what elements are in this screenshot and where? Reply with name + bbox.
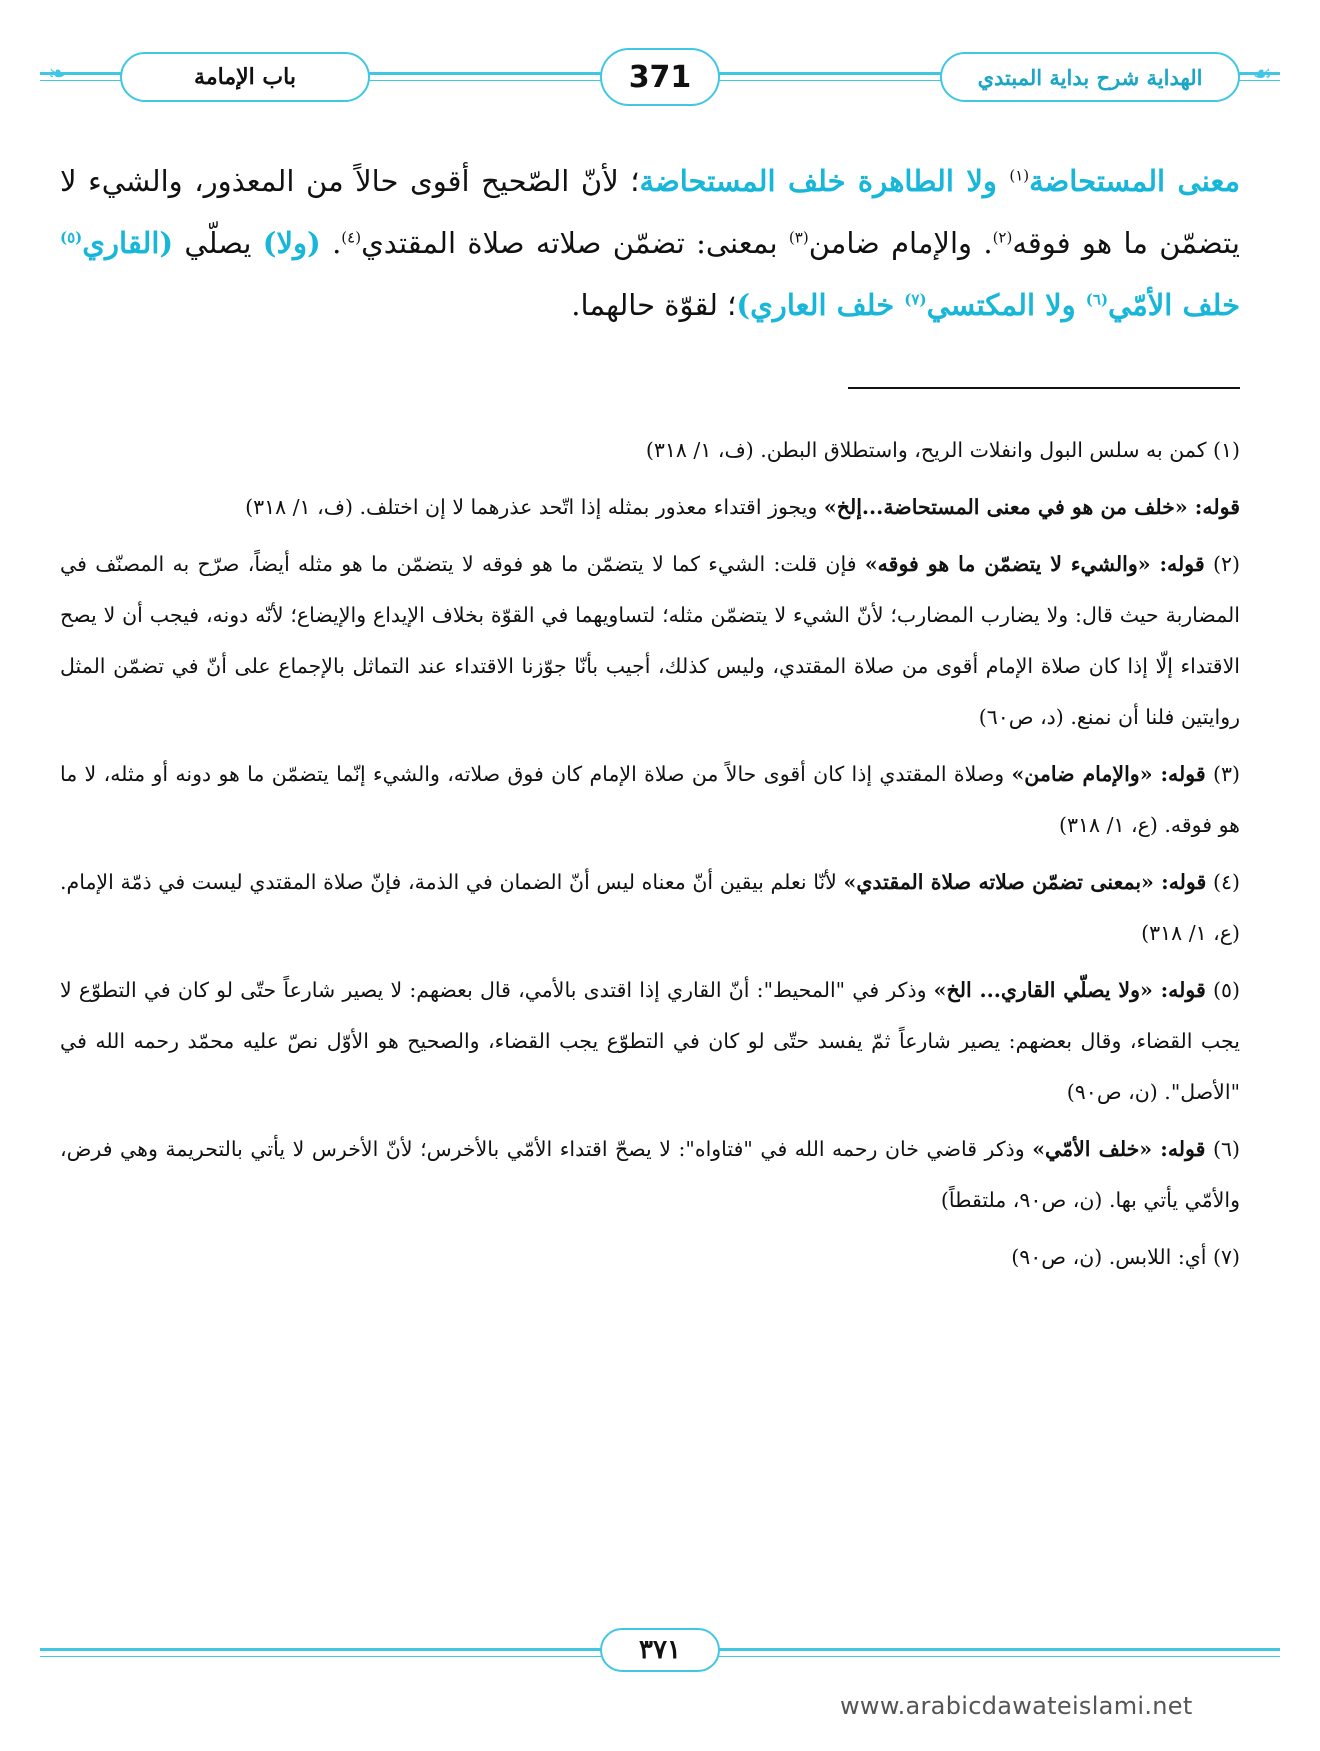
footnote-1 [60,425,1240,476]
footnote-6 [60,1124,1240,1226]
footnote-ref: (٦) [1085,290,1109,309]
main-sharh: ؛ لقوّة حالهما. [571,288,737,322]
footnote-text: فإن قلت: الشيء كما لا يتضمّن ما هو فوقه لا يتضمّن ما هو مثله أيضاً، صرّح به المصنّف في المضاربة حيث قال: ولا يضارب المضارب؛ لأنّ الشيء لا يتضمّن مثله؛ لتساويهما في القوّة بخلاف الإيداع والإيضاع؛ لأنّه دونه، فيجب أن لا يصح الاقتداء إلّا إذا كان صلاة الإمام أقوى من صلاة المقتدي، وليس كذلك، أجيب بأنّا جوّزنا الاقتداء عند التماثل بالإجماع على أنّ في تضمّن المثل روايتين فلنا أن نمنع. (د، ص٦٠) [60,552,1240,729]
footnote-number: (٤) [1206,870,1241,894]
footnote-7 [60,1232,1240,1283]
chapter-title: باب الإمامة [120,52,370,102]
footnote-ref: (٢) [992,228,1013,247]
page-number: 371 [600,48,720,106]
flourish-left-icon: ❧ [48,62,67,87]
footnote-lead: قوله: «والإمام ضامن» [1011,762,1206,786]
footnote-ref: (٥) [60,228,83,247]
footnote-number: (٦) [1205,1137,1240,1161]
footnote-ref: (٤) [341,228,362,247]
page-footer [40,1626,1280,1676]
flourish-right-icon: ☙ [1252,62,1272,87]
main-sharh: بمعنى: تضمّن صلاته صلاة المقتدي [361,226,789,260]
footnote-ref: (٣) [788,228,809,247]
footnote-number: (٣) [1205,762,1240,786]
main-sharh: . [320,226,342,260]
main-text [60,150,1240,336]
footnote-5 [60,965,1240,1118]
footnote-lead: قوله: «ولا يصلّي القاري... الخ» [933,978,1206,1002]
footnote-number: (٢) [1204,552,1241,576]
main-sharh: ؛ لأنّ الصّحيح أقوى حالاً من المعذور، والشيء لا يتضمّن ما هو فوقه [60,164,1241,260]
main-matn: ولا المكتسي [926,288,1086,322]
footnote-text: وصلاة المقتدي إذا كان أقوى حالاً من صلاة الإمام كان فوق صلاته، والشيء إنّما يتضمّن ما هو دونه أو مثله، لا ما هو فوقه. (ع، ١/ ٣١٨) [60,762,1240,837]
footnote-number: (٥) [1205,978,1241,1002]
footnote-ref: (١) [1009,166,1030,185]
main-matn: خلف العاري) [736,288,905,322]
footnote-lead: قوله: «خلف من هو في معنى المستحاضة...إلخ» [823,495,1240,519]
footnote-lead: قوله: «والشيء لا يتضمّن ما هو فوقه» [864,552,1205,576]
footnote-text: ويجوز اقتداء معذور بمثله إذا اتّحد عذرهما لا إن اختلف. (ف، ١/ ٣١٨) [245,495,824,519]
main-matn: معنى المستحاضة [1029,164,1240,198]
footnote-text: وذكر في "المحيط": أنّ القاري إذا اقتدى بالأمي، قال بعضهم: لا يصير شارعاً حتّى لو كان في التطوّع لا يجب القضاء، وقال بعضهم: يصير شارعاً ثمّ يفسد حتّى لو كان في التطوّع يجب القضاء، والصحيح هو الأوّل نصّ عليه محمّد رحمه الله في "الأصل". (ن، ص٩٠) [60,978,1240,1104]
footnote-text: (١) كمن به سلس البول وانفلات الريح، واستطلاق البطن. (ف، ١/ ٣١٨) [645,438,1240,462]
main-sharh: . والإمام ضامن [808,226,993,260]
footnote-4 [60,857,1240,959]
footnotes [60,425,1240,1289]
footnote-text: لأنّا نعلم بيقين أنّ معناه ليس أنّ الضمان في الذمة، فإنّ صلاة المقتدي ليست في ذمّة الإمام. (ع، ١/ ٣١٨) [60,870,1240,945]
book-title: الهداية شرح بداية المبتدي [940,52,1240,102]
footnote-ref: (٧) [904,290,927,309]
footnote-1b [60,482,1240,533]
page-header [40,48,1280,108]
footnote-2 [60,539,1240,743]
footnote-text: (٧) أي: اللابس. (ن، ص٩٠) [1011,1245,1240,1269]
main-matn: (القاري [82,226,174,260]
main-matn: (ولا) [262,226,321,260]
main-matn: خلف الأمّي [1108,288,1240,322]
website-url: www.arabicdawateislami.net [840,1692,1193,1720]
main-sharh: يصلّي [173,226,263,260]
footer-page-number: ٣٧١ [600,1628,720,1672]
footnote-3 [60,749,1240,851]
main-matn: ولا الطاهرة خلف المستحاضة [639,164,1010,198]
footnote-text: وذكر قاضي خان رحمه الله في "فتاواه": لا يصحّ اقتداء الأمّي بالأخرس؛ لأنّ الأخرس لا يأتي بالتحريمة وهي فرض، والأمّي يأتي بها. (ن، ص٩٠، ملتقطاً) [60,1137,1240,1212]
footnote-lead: قوله: «خلف الأمّي» [1032,1137,1206,1161]
footnote-lead: قوله: «بمعنى تضمّن صلاته صلاة المقتدي» [843,870,1207,894]
footnote-separator [848,387,1240,389]
